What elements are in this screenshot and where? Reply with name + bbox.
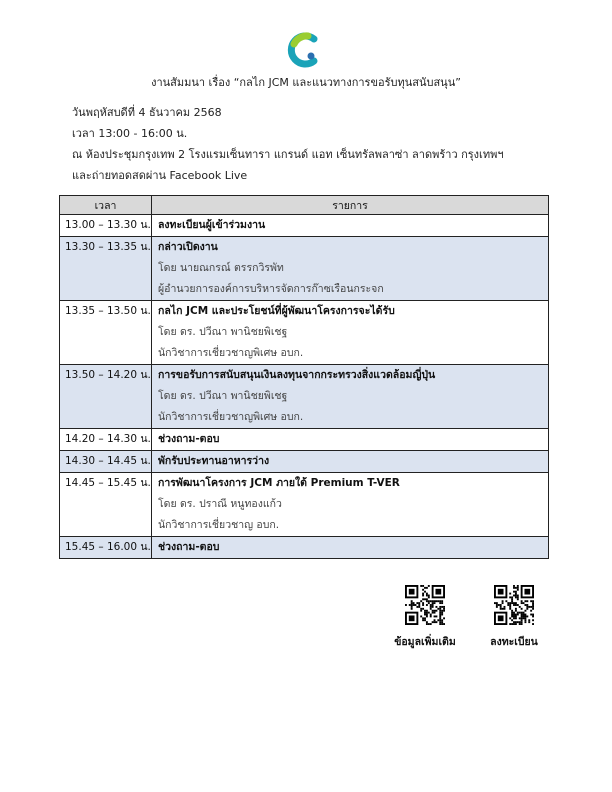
agenda-time: 14.30 – 14.45 น. [65,455,151,467]
agenda-item-title: ลงทะเบียนผู้เข้าร่วมงาน [158,219,266,231]
seminar-date: วันพฤหัสบดีที่ 4 ธันวาคม 2568 [72,106,222,119]
header-time: เวลา [60,196,152,215]
agenda-row [60,365,549,429]
agenda-row [60,451,549,473]
agenda-time-cell [60,301,152,365]
agenda-speaker: โดย ดร. ปวีณา พานิชยพิเชฐ [158,326,288,338]
agenda-row [60,473,549,537]
agenda-item-cell [152,215,549,237]
seminar-time: เวลา 13:00 - 16:00 น. [72,127,188,140]
agenda-row [60,537,549,559]
qr-info-label: ข้อมูลเพิ่มเติม [394,636,456,648]
agenda-item-cell [152,473,549,537]
agenda-item-title: การพัฒนาโครงการ JCM ภายใต้ Premium T-VER [158,477,400,489]
agenda-item-title: พักรับประทานอาหารว่าง [158,455,270,467]
agenda-time-cell [60,429,152,451]
seminar-live: และถ่ายทอดสดผ่าน Facebook Live [72,169,248,182]
seminar-title: งานสัมมนา เรื่อง “กลไก JCM และแนวทางการขอรับทุนสนับสนุน” [151,76,461,89]
agenda-time: 15.45 – 16.00 น. [65,541,151,553]
agenda-time: 14.45 – 15.45 น. [65,477,151,489]
agenda-time: 13.35 – 13.50 น. [65,305,151,317]
agenda-item-cell [152,237,549,301]
agenda-header-row [60,196,549,215]
agenda-speaker-position: ผู้อำนวยการองค์การบริหารจัดการก๊าซเรือนกระจก [158,283,384,295]
seminar-venue: ณ ห้องประชุมกรุงเทพ 2 โรงแรมเซ็นทารา แกรนด์ แอท เซ็นทรัลพลาซ่า ลาดพร้าว กรุงเทพฯ [72,148,504,161]
agenda-speaker: โดย ดร. ปวีณา พานิชยพิเชฐ [158,390,288,402]
organization-logo [284,30,324,70]
agenda-item-title: กลไก JCM และประโยชน์ที่ผู้พัฒนาโครงการจะได้รับ [158,305,395,317]
agenda-row [60,215,549,237]
agenda-item-title: กล่าวเปิดงาน [158,241,218,253]
agenda-time-cell [60,237,152,301]
qr-code-register-icon [494,585,534,625]
agenda-time-cell [60,365,152,429]
qr-code-info[interactable] [405,585,445,625]
agenda-item-title: ช่วงถาม-ตอบ [158,433,220,445]
qr-register-label: ลงทะเบียน [490,636,538,648]
agenda-speaker: โดย ดร. ปราณี หนูทองแก้ว [158,498,282,510]
agenda-item-title: การขอรับการสนับสนุนเงินลงทุนจากกระทรวงสิ่งแวดล้อมญี่ปุ่น [158,369,436,381]
agenda-time: 13.30 – 13.35 น. [65,241,151,253]
agenda-row [60,237,549,301]
agenda-item-title: ช่วงถาม-ตอบ [158,541,220,553]
agenda-speaker: โดย นายณกรณ์ ตรรกวิรพัท [158,262,284,274]
qr-code-register[interactable] [494,585,534,625]
agenda-time-cell [60,537,152,559]
agenda-time-cell [60,215,152,237]
qr-code-info-icon [405,585,445,625]
agenda-item-cell [152,429,549,451]
header-item: รายการ [152,196,549,215]
agenda-speaker-position: นักวิชาการเชี่ยวชาญพิเศษ อบก. [158,411,304,423]
agenda-row [60,429,549,451]
agenda-speaker-position: นักวิชาการเชี่ยวชาญ อบก. [158,519,280,531]
agenda-speaker-position: นักวิชาการเชี่ยวชาญพิเศษ อบก. [158,347,304,359]
agenda-table [59,195,549,559]
agenda-item-cell [152,301,549,365]
agenda-item-cell [152,537,549,559]
agenda-row [60,301,549,365]
agenda-time-cell [60,473,152,537]
agenda-item-cell [152,365,549,429]
agenda-time-cell [60,451,152,473]
agenda-time: 13.50 – 14.20 น. [65,369,151,381]
agenda-time: 13.00 – 13.30 น. [65,219,151,231]
agenda-item-cell [152,451,549,473]
agenda-time: 14.20 – 14.30 น. [65,433,151,445]
